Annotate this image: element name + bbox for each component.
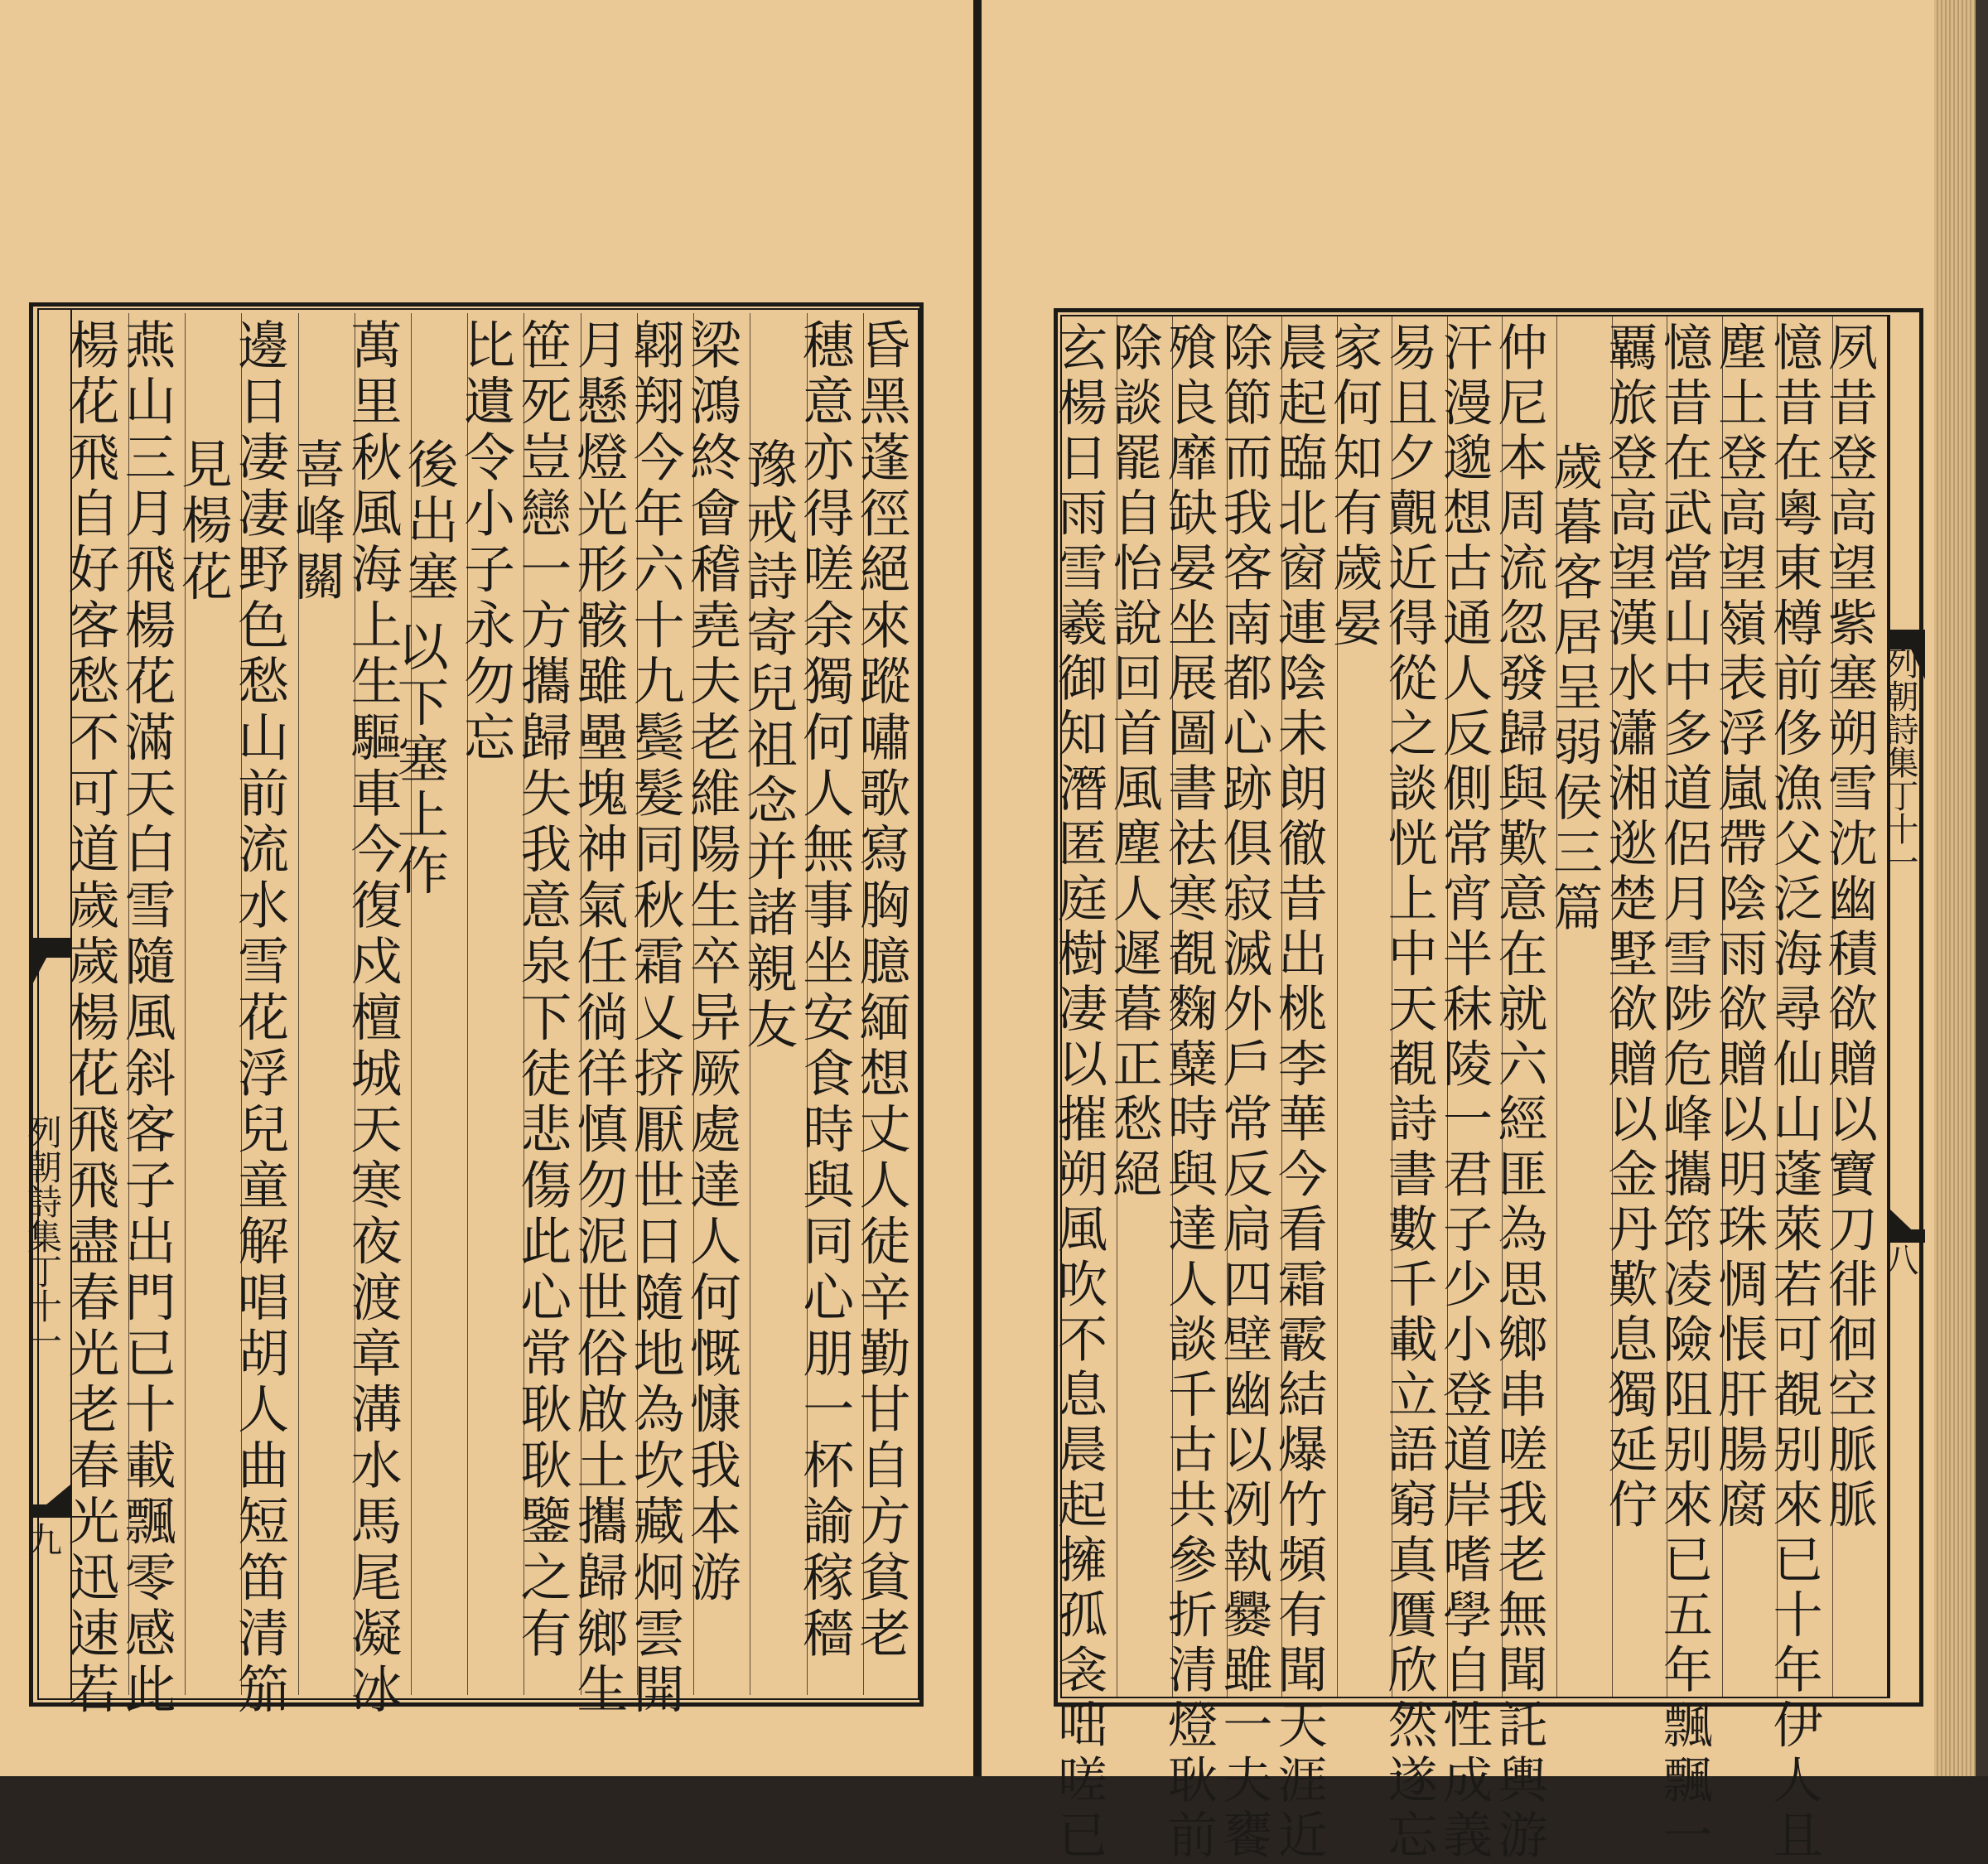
text-column	[1435, 316, 1502, 1864]
text-column	[229, 313, 297, 1718]
text-column	[1544, 316, 1611, 1697]
left-book-title: 列朝詩集丁十一	[22, 1114, 63, 1358]
column-text: 燕山三月飛楊花滿天白雪隨風斜客子出門已十載飄零感此	[116, 318, 177, 1718]
book-spine	[973, 0, 982, 1776]
text-column	[455, 313, 524, 1695]
column-text: 昏黑蓬徑絕來蹤嘯歌寫胸臆緬想丈人徒辛勤甘自方貧老	[851, 318, 911, 1663]
cover-edge	[1976, 0, 1988, 1776]
column-text: 夙昔登高望紫塞朔雪沈幽積欲贈以寶刀徘徊空脈脈	[1820, 321, 1878, 1533]
text-column	[172, 313, 241, 1695]
text-column	[1214, 316, 1281, 1864]
column-text: 邊日凄凄野色愁山前流水雪花浮兒童解唱胡人曲短笛清笳	[229, 318, 290, 1718]
column-text: 梁鴻終會稽堯夫老維陽生卒异厥處達人何慨慷我本游	[681, 318, 742, 1606]
column-text: 比遺令小子永勿忘	[455, 318, 516, 766]
column-text: 玄楊日雨雪羲御知潛匿庭樹凄以摧朔風吹不息晨起擁孤衾咄嗟已	[1049, 321, 1108, 1864]
column-text: 楊花飛自好客愁不可道歲歲楊花飛飛盡春光老春光迅速若	[59, 318, 120, 1718]
right-book-title: 列朝詩集丁十一	[1880, 646, 1918, 878]
column-text: 晨起臨北窗連陰未朗徹昔出桃李華今看霜霰結爆竹頻有聞天涯近	[1269, 321, 1328, 1864]
right-folio-number: 八	[1880, 1243, 1918, 1276]
text-column	[1489, 316, 1556, 1864]
column-text: 覊旅登高望漢水瀟湘逖楚墅欲贈以金丹歎息獨延佇	[1600, 321, 1658, 1533]
text-column	[1159, 316, 1227, 1864]
column-text: 塵土登高望嶺表浮嵐帶陰雨欲贈以明珠惆悵肝腸腐	[1710, 321, 1768, 1533]
text-column	[1820, 316, 1887, 1697]
text-column	[1654, 316, 1721, 1864]
text-column	[1379, 316, 1446, 1864]
column-text: 仲尼本周流忽發歸與歎意在就六經匪為思鄉串嗟我老無聞託輿游	[1489, 321, 1548, 1864]
text-column	[1764, 316, 1831, 1864]
poem-title: 見楊花	[172, 437, 234, 606]
text-column	[1600, 316, 1667, 1697]
column-text: 易且夕覿近得從之談恍上中天覩詩書數千載立語窮真贋欣然遂忘	[1379, 321, 1438, 1864]
text-column	[1104, 316, 1171, 1697]
column-text: 月懸燈光形骸雖壘塊神氣任徜徉慎勿泥世俗啟土攜歸鄉生	[567, 318, 629, 1718]
text-column	[567, 313, 637, 1718]
column-text: 憶昔在武當山中多道侶月雪陟危峰攜筇凌險阻别來已五年飄飄一	[1654, 321, 1713, 1864]
right-center-column	[1880, 315, 1923, 1698]
left-folio-number: 九	[22, 1522, 63, 1557]
poem-note: 以下塞上作	[388, 620, 450, 900]
right-text-columns	[1049, 316, 1887, 1864]
poem-title: 後出塞	[398, 437, 460, 606]
poem-title: 歲暮客居呈弱侯三篇	[1544, 441, 1603, 937]
text-column	[794, 313, 863, 1695]
text-column	[1049, 316, 1117, 1864]
column-text: 家何知有歲晏	[1325, 321, 1383, 652]
text-column	[851, 313, 919, 1695]
text-column	[285, 313, 355, 1695]
left-text-columns	[59, 313, 919, 1718]
text-column	[511, 313, 580, 1695]
text-column	[625, 313, 693, 1718]
column-text: 除談罷自怡說回首風塵人遲暮正愁絕	[1104, 321, 1163, 1203]
poem-title: 喜峰關	[285, 437, 346, 606]
text-column	[59, 313, 128, 1718]
column-text: 飱良靡缺晏坐展圖書祛寒覩麴糵時與達人談千古共參折清燈耿前	[1159, 321, 1218, 1864]
text-column	[342, 313, 411, 1718]
text-column	[1710, 316, 1777, 1697]
column-text: 翺翔今年六十九鬓髮同秋霜乂挤厭世日隨地為坎藏炯雲開	[625, 318, 686, 1718]
poem-title: 豫戒詩寄兒祖念并諸親友	[737, 437, 799, 1054]
text-column	[1325, 316, 1392, 1697]
column-text: 除節而我客南都心跡俱寂滅外戶常反扃四壁幽以冽執爨雖一夫饔	[1214, 321, 1273, 1864]
text-column	[116, 313, 185, 1718]
fish-tail-mark-lower	[1890, 1210, 1925, 1243]
text-column	[681, 313, 750, 1695]
column-text: 穗意亦得嗟余獨何人無事坐安食時與同心朋一杯諭稼穡	[794, 318, 855, 1663]
text-column	[737, 313, 806, 1695]
column-text: 憶昔在粵東樽前侈漁父泛海尋仙山蓬萊若可覩别來已十年伊人且	[1764, 321, 1823, 1864]
text-column	[388, 313, 467, 1695]
column-text: 笹死豈戀一方攜歸失我意泉下徒悲傷此心常耿耿鑒之有	[511, 318, 572, 1663]
text-column	[1269, 316, 1336, 1864]
column-text: 萬里秋風海上生驅車今復戍檀城天寒夜渡章溝水馬尾凝冰	[342, 318, 403, 1718]
column-text: 汗漫邈想古通人反側常宵半秣陵一君子少小登道岸嗜學自性成義	[1435, 321, 1493, 1864]
